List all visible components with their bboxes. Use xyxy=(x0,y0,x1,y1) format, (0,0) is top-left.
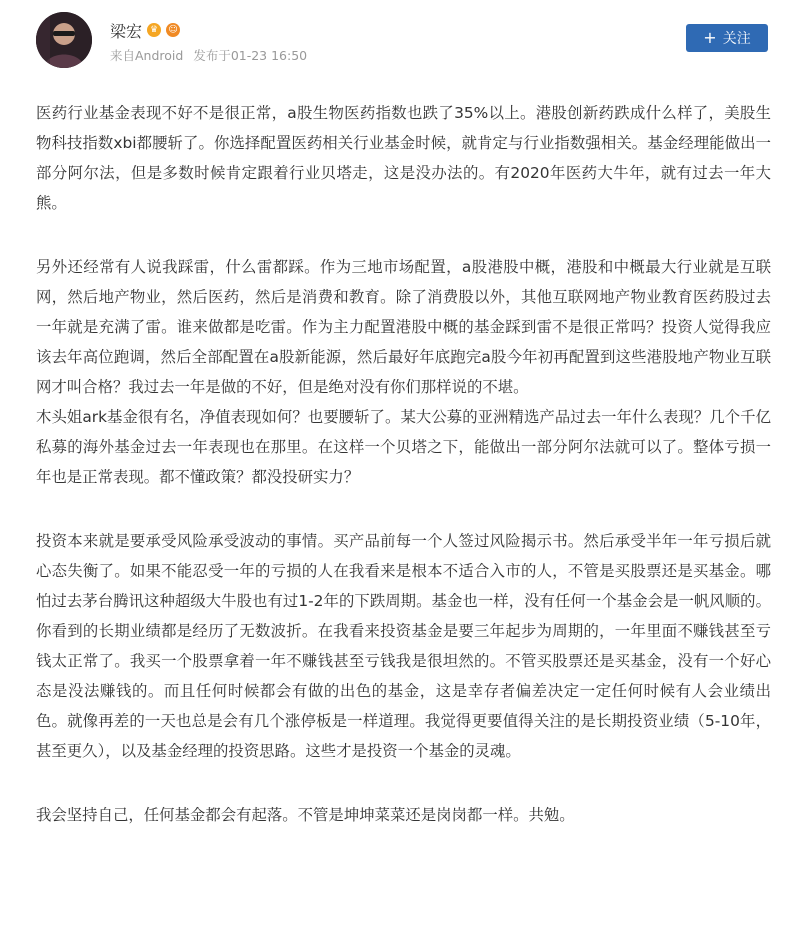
post-paragraph: 另外还经常有人说我踩雷，什么雷都踩。作为三地市场配置，a股港股中概，港股和中概最大行业就是互联网，然后地产物业，然后医药，然后是消费和教育。除了消费股以外，其他互联网地产物业教育医药股过去一年就是充满了雷。谁来做都是吃雷。作为主力配置港股中概的基金踩到雷不是很正常吗？投资人觉得我应该去年高位跑调，然后全部配置在a股新能源，然后最好年底跑完a股今年初再配置到这些港股地产物业互联网才叫合格？我过去一年是做的不好，但是绝对没有你们那样说的不堪。 xyxy=(36,258,771,396)
post-paragraph: 投资本来就是要承受风险承受波动的事情。买产品前每一个人签过风险揭示书。然后承受半年一年亏损后就心态失衡了。如果不能忍受一年的亏损的人在我看来是根本不适合入市的人，不管是买股票还是买基金。哪怕过去茅台腾讯这种超级大牛股也有过1-2年的下跌周期。基金也一样，没有任何一个基金会是一帆风顺的。你看到的长期业绩都是经历了无数波折。在我看来投资基金是要三年起步为周期的，一年里面不赚钱甚至亏钱太正常了。我买一个股票拿着一年不赚钱甚至亏钱我是很坦然的。不管买股票还是买基金，没有一个好心态是没法赚钱的。而且任何时候都会有做的出色的基金，这是幸存者偏差决定一定任何时候有人会业绩出色。就像再差的一天也总是会有几个涨停板是一样道理。我觉得更要值得关注的是长期投资业绩（5-10年，甚至更久），以及基金经理的投资思路。这些才是投资一个基金的灵魂。 xyxy=(36,532,771,760)
paragraph-gap xyxy=(36,492,771,526)
post-paragraph: 医药行业基金表现不好不是很正常，a股生物医药指数也跌了35%以上。港股创新药跌成什么样了，美股生物科技指数xbi都腰斩了。你选择配置医药相关行业基金时候，就肯定与行业指数强相关。基金经理能做出一部分阿尔法，但是多数时候肯定跟着行业贝塔走，这是没办法的。有2020年医药大牛年，就有过去一年大熊。 xyxy=(36,104,771,212)
user-avatar-icon[interactable] xyxy=(36,12,92,68)
user-name-row xyxy=(110,18,180,42)
post-body xyxy=(36,98,771,830)
post-header xyxy=(0,0,800,80)
post-meta xyxy=(110,46,307,64)
level-badge-icon: ☺ xyxy=(166,23,180,37)
follow-button-label: 关注 xyxy=(722,31,751,47)
post-paragraph: 我会坚持自己，任何基金都会有起落。不管是坤坤菜菜还是岗岗都一样。共勉。 xyxy=(36,806,575,824)
paragraph-gap xyxy=(36,218,771,252)
user-name[interactable]: 梁宏 xyxy=(110,21,143,41)
paragraph-gap xyxy=(36,766,771,800)
follow-button[interactable] xyxy=(686,24,768,52)
post-time: 发布于01-23 16:50 xyxy=(193,48,308,63)
post-source: 来自Android xyxy=(110,48,184,63)
post-paragraph: 木头姐ark基金很有名，净值表现如何？也要腰斩了。某大公募的亚洲精选产品过去一年什么表现？几个千亿私募的海外基金过去一年表现也在那里。在这样一个贝塔之下，能做出一部分阿尔法就可以了。整体亏损一年也是正常表现。都不懂政策？都没投研实力？ xyxy=(36,408,771,486)
vip-badge-icon: ♛ xyxy=(147,23,161,37)
plus-icon: + xyxy=(703,28,717,47)
